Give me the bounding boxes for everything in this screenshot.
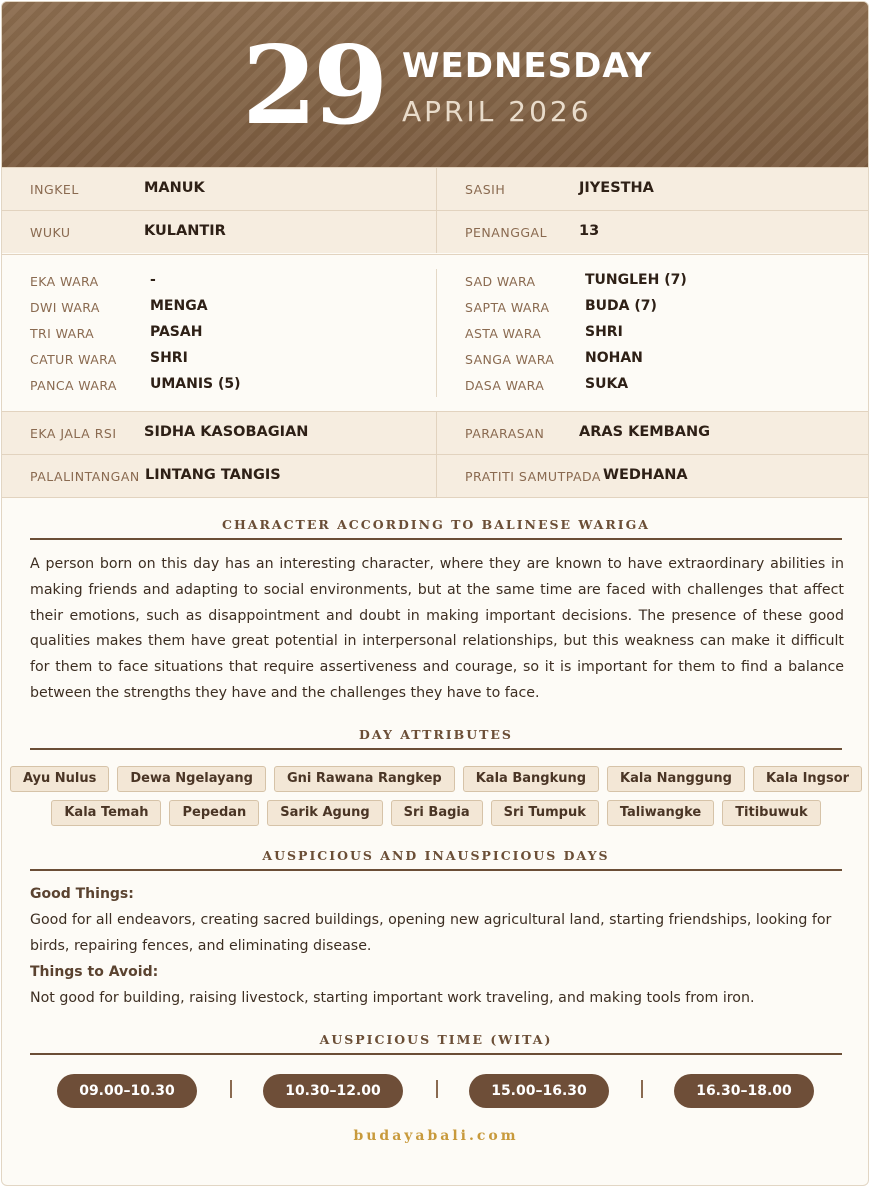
calendar-card bbox=[1, 1, 869, 1186]
attribute-chip: Titibuwuk bbox=[722, 800, 820, 826]
wara-label: DWI WARA bbox=[30, 300, 100, 315]
attribute-chip: Taliwangke bbox=[607, 800, 714, 826]
section-rule bbox=[30, 748, 842, 750]
things-to-avoid-text: Not good for building, raising livestock, starting important work traveling, and making tools from iron. bbox=[30, 990, 755, 1006]
character-section-title: CHARACTER ACCORDING TO BALINESE WARIGA bbox=[222, 517, 650, 532]
attribute-chip: Ayu Nulus bbox=[10, 766, 109, 792]
info-row-ekajala-pararasan bbox=[2, 411, 869, 454]
wara-label: SAPTA WARA bbox=[465, 300, 550, 315]
day-number: 29 bbox=[242, 23, 385, 149]
info-value: LINTANG TANGIS bbox=[145, 467, 281, 483]
info-row-palalintangan-pratiti bbox=[2, 454, 869, 498]
info-value: JIYESTHA bbox=[579, 180, 654, 196]
chip-row bbox=[22, 766, 850, 792]
info-label: WUKU bbox=[30, 225, 71, 240]
info-label: PARARASAN bbox=[465, 426, 545, 441]
info-label: INGKEL bbox=[30, 182, 79, 197]
time-slot: 10.30–12.00 bbox=[263, 1074, 403, 1108]
wara-value: SHRI bbox=[150, 350, 188, 366]
character-description: A person born on this day has an interesting character, where they are known to have extraordinary abilities in making friends and adapting to social environments, but at the same time are faced with challenges that affect their emotions, such as disappointment and doubt in making important decisions. The presence of these good qualities makes them have great potential in interpersonal relationships, but this weakness can make it difficult for them to face situations that require assertiveness and courage, so it is important for them to find a balance between the strengths they have and the challenges they have to face. bbox=[30, 556, 844, 701]
info-cell-pararasan bbox=[436, 412, 869, 454]
wara-value: PASAH bbox=[150, 324, 203, 340]
wara-value: SHRI bbox=[585, 324, 623, 340]
slot-separator bbox=[230, 1080, 232, 1098]
info-row-wuku-penanggal bbox=[2, 210, 869, 253]
wara-label: ASTA WARA bbox=[465, 326, 542, 341]
attribute-chip: Kala Nanggung bbox=[607, 766, 745, 792]
wara-label: PANCA WARA bbox=[30, 378, 117, 393]
things-to-avoid-heading: Things to Avoid: bbox=[30, 964, 159, 980]
wara-value: BUDA (7) bbox=[585, 298, 657, 314]
good-things-text: Good for all endeavors, creating sacred buildings, opening new agricultural land, starting friendships, looking for birds, repairing fences, and eliminating disease. bbox=[30, 912, 832, 954]
attribute-chip: Sri Bagia bbox=[391, 800, 483, 826]
attribute-chip: Dewa Ngelayang bbox=[117, 766, 266, 792]
times-section-title: AUSPICIOUS TIME (WITA) bbox=[319, 1032, 553, 1047]
info-label: PRATITI SAMUTPADA bbox=[465, 469, 601, 484]
attribute-chip: Sarik Agung bbox=[267, 800, 382, 826]
section-rule bbox=[30, 538, 842, 540]
attribute-chip: Kala Bangkung bbox=[463, 766, 599, 792]
time-slot: 16.30–18.00 bbox=[674, 1074, 814, 1108]
section-rule bbox=[30, 869, 842, 871]
column-divider bbox=[436, 269, 437, 397]
attribute-chip: Gni Rawana Rangkep bbox=[274, 766, 455, 792]
wara-label: SAD WARA bbox=[465, 274, 536, 289]
info-value: 13 bbox=[579, 223, 600, 239]
info-value: SIDHA KASOBAGIAN bbox=[144, 424, 309, 440]
info-value: ARAS KEMBANG bbox=[579, 424, 710, 440]
info-cell-penanggal bbox=[436, 211, 869, 253]
slot-separator bbox=[641, 1080, 643, 1098]
attribute-chip: Sri Tumpuk bbox=[491, 800, 599, 826]
wara-label: EKA WARA bbox=[30, 274, 99, 289]
time-slot: 15.00–16.30 bbox=[469, 1074, 609, 1108]
info-label: SASIH bbox=[465, 182, 506, 197]
chip-row bbox=[30, 800, 842, 826]
info-value: WEDHANA bbox=[603, 467, 688, 483]
wara-grid bbox=[2, 254, 869, 411]
attribute-chip: Kala Temah bbox=[51, 800, 161, 826]
date-header bbox=[2, 2, 869, 167]
time-slots bbox=[30, 1074, 842, 1110]
info-cell-sasih bbox=[436, 168, 869, 210]
wara-value: TUNGLEH (7) bbox=[585, 272, 687, 288]
site-footer[interactable]: budayabali.com bbox=[353, 1128, 519, 1144]
info-cell-pratiti-samutpada bbox=[436, 455, 869, 497]
info-cell-ingkel bbox=[2, 168, 436, 210]
wara-label: SANGA WARA bbox=[465, 352, 555, 367]
wara-label: CATUR WARA bbox=[30, 352, 117, 367]
info-value: KULANTIR bbox=[144, 223, 226, 239]
wara-value: SUKA bbox=[585, 376, 629, 392]
days-section-title: AUSPICIOUS AND INAUSPICIOUS DAYS bbox=[262, 848, 610, 863]
wara-value: UMANIS (5) bbox=[150, 376, 241, 392]
weekday: WEDNESDAY bbox=[402, 46, 653, 86]
slot-separator bbox=[436, 1080, 438, 1098]
info-value: MANUK bbox=[144, 180, 205, 196]
attribute-chip: Pepedan bbox=[169, 800, 259, 826]
info-cell-eka-jala-rsi bbox=[2, 412, 436, 454]
attributes-section-title: DAY ATTRIBUTES bbox=[359, 727, 513, 742]
info-cell-palalintangan bbox=[2, 455, 436, 497]
info-cell-wuku bbox=[2, 211, 436, 253]
attribute-chip: Kala Ingsor bbox=[753, 766, 862, 792]
info-label: PALALINTANGAN bbox=[30, 469, 140, 484]
info-label: EKA JALA RSI bbox=[30, 426, 117, 441]
info-row-ingkel-sasih bbox=[2, 167, 869, 210]
time-slot: 09.00–10.30 bbox=[57, 1074, 197, 1108]
info-label: PENANGGAL bbox=[465, 225, 548, 240]
month-year: APRIL 2026 bbox=[402, 95, 592, 128]
section-rule bbox=[30, 1053, 842, 1055]
wara-value: - bbox=[150, 272, 156, 288]
good-things-heading: Good Things: bbox=[30, 886, 134, 902]
wara-value: NOHAN bbox=[585, 350, 643, 366]
wara-value: MENGA bbox=[150, 298, 208, 314]
wara-label: TRI WARA bbox=[30, 326, 95, 341]
wara-label: DASA WARA bbox=[465, 378, 545, 393]
